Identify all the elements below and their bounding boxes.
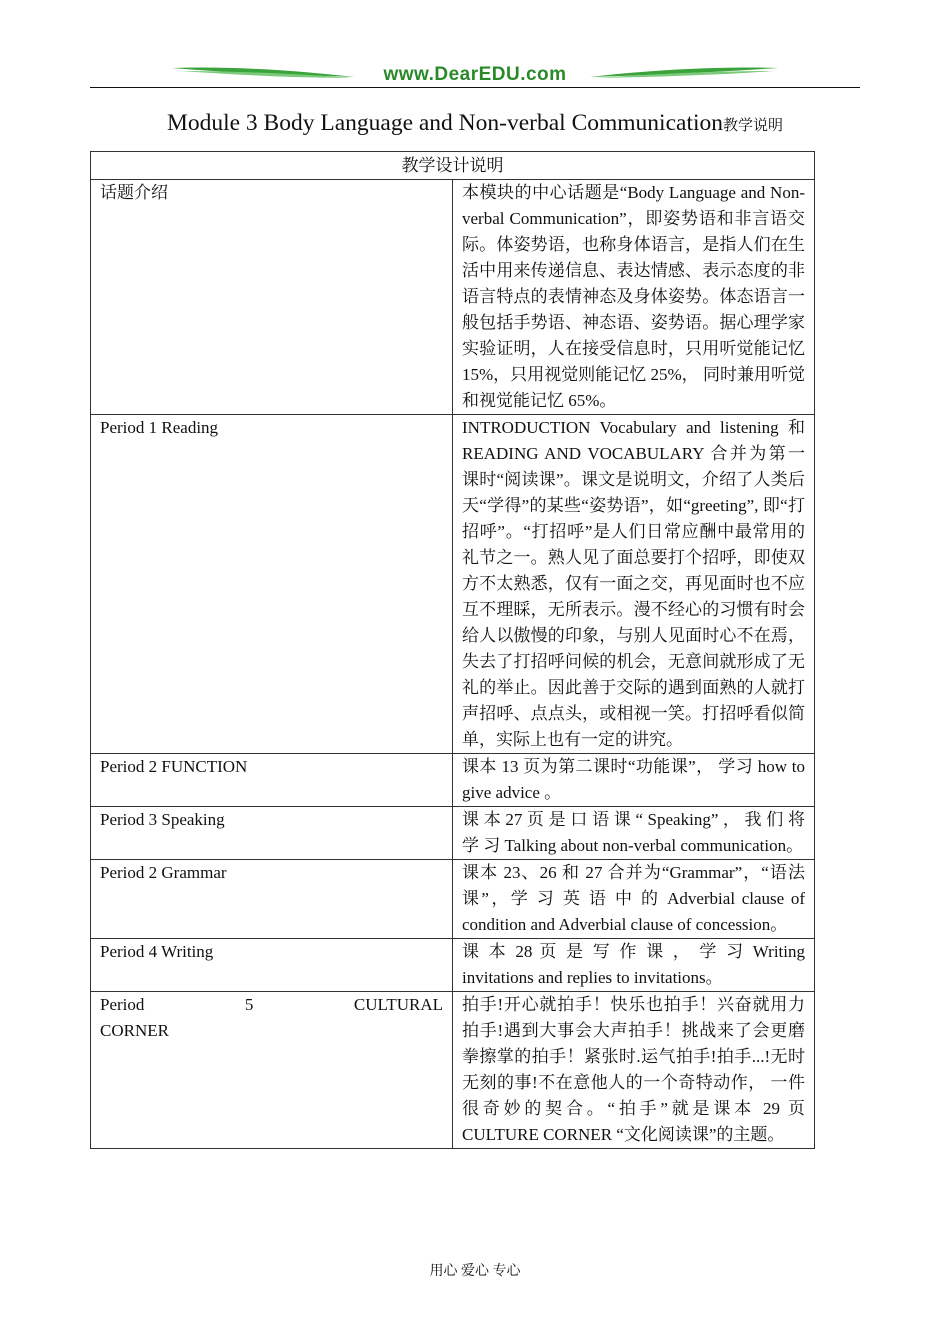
table-row xyxy=(91,992,815,1149)
page-header xyxy=(90,62,860,90)
row-content: 课 本 28 页 是 写 作 课 ， 学 习 Writing invitations and replies to invitations。 xyxy=(453,939,815,992)
table-row xyxy=(91,860,815,939)
row-label: Period 1 Reading xyxy=(91,415,453,754)
row-content: 课 本 27 页 是 口 语 课 “ Speaking” ， 我 们 将 学 习 Talking about non-verbal communication。 xyxy=(453,807,815,860)
row-content: INTRODUCTION Vocabulary and listening 和 READING AND VOCABULARY 合并为第一课时“阅读课”。课文是说明文，介绍了人类后天“学得”的某些“姿势语”，如“greeting”, 即“打招呼”。“打招呼”是人们日常应酬中最常用的礼节之一。熟人见了面总要打个招呼，即使双方不太熟悉，仅有一面之交，再见面时也不应互不理睬，无所表示。漫不经心的习惯有时会给人以傲慢的印象，与别人见面时心不在焉，失去了打招呼问候的机会，无意间就形成了无礼的举止。因此善于交际的遇到面熟的人就打声招呼、点点头，或相视一笑。打招呼看似简单，实际上也有一定的讲究。 xyxy=(453,415,815,754)
table-heading-row xyxy=(91,152,815,180)
row-label: 话题介绍 xyxy=(91,180,453,415)
row-content: 课本 13 页为第二课时“功能课”， 学习 how to give advice 。 xyxy=(453,754,815,807)
table-heading: 教学设计说明 xyxy=(91,152,815,180)
row-content: 拍手!开心就拍手！快乐也拍手！兴奋就用力拍手!遇到大事会大声拍手！挑战来了会更磨拳擦掌的拍手！紧张时.运气拍手!拍手...!无时无刻的事!不在意他人的一个奇特动作， 一件很奇妙的契合。“拍手”就是课本 29 页 CULTURE CORNER “文化阅读课”的主题。 xyxy=(453,992,815,1149)
table-row xyxy=(91,754,815,807)
title-chinese: 教学说明 xyxy=(723,118,784,134)
table-row xyxy=(91,180,815,415)
table-row xyxy=(91,939,815,992)
row-label: Period 2 FUNCTION xyxy=(91,754,453,807)
row-label: Period 2 Grammar xyxy=(91,860,453,939)
page-title xyxy=(0,110,950,137)
row-label-cultural-corner xyxy=(91,992,453,1149)
table-row xyxy=(91,807,815,860)
header-rule xyxy=(90,87,860,88)
lesson-design-table xyxy=(90,151,815,1149)
row-label: Period 4 Writing xyxy=(91,939,453,992)
site-logo-text: www.DearEDU.com xyxy=(383,64,567,85)
title-english: Module 3 Body Language and Non-verbal Communication xyxy=(166,110,724,136)
row-content: 本模块的中心话题是“Body Language and Non-verbal Communication”，即姿势语和非言语交际。体姿势语，也称身体语言，是指人们在生活中用来传递信息、表达情感、表示态度的非语言特点的表情神态及身体姿势。体态语言一般包括手势语、神态语、姿势语。据心理学家实验证明，人在接受信息时，只用听觉能记忆 15%，只用视觉则能记忆 25%， 同时兼用听觉和视觉能记忆 65%。 xyxy=(453,180,815,415)
row-content: 课本 23、26 和 27 合并为“Grammar”，“语法课”，学 习 英 语 中 的 Adverbial clause of condition and Adverbial clause of concession。 xyxy=(453,860,815,939)
row-label-line1: Period 5 CULTURAL xyxy=(100,995,443,1014)
table-row xyxy=(91,415,815,754)
row-label: Period 3 Speaking xyxy=(91,807,453,860)
page-footer: 用心 爱心 专心 xyxy=(429,1264,521,1279)
row-label-line2: CORNER xyxy=(100,1021,169,1040)
